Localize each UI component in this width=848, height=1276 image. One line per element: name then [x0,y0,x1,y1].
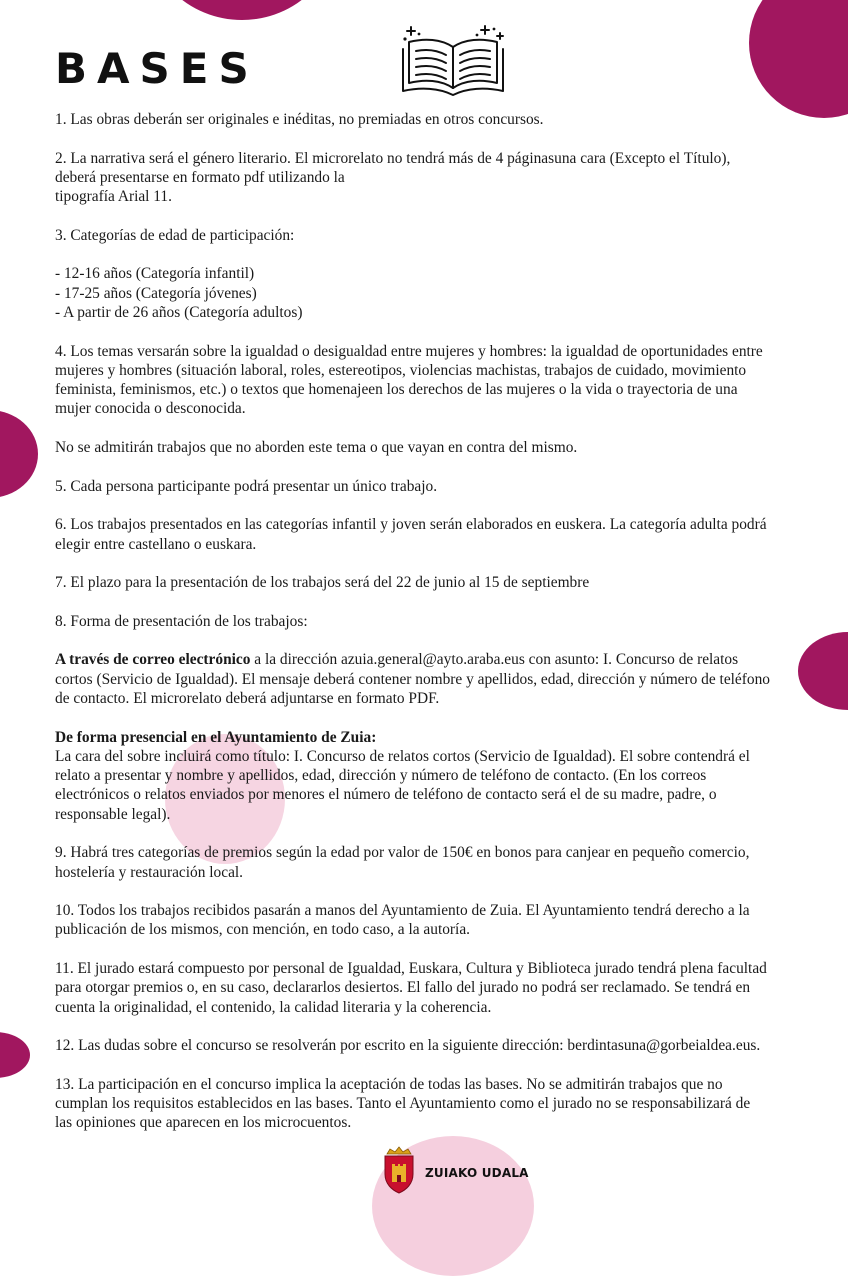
rule-1: 1. Las obras deberán ser originales e inéditas, no premiadas en otros concursos. [55,111,544,128]
coat-of-arms-icon [381,1146,417,1194]
open-book-icon [397,25,509,103]
email-label: A través de correo electrónico [55,651,251,669]
page-title: BASES [55,44,259,93]
decor-circle-top [143,0,341,20]
category-infantil: - 12-16 años (Categoría infantil) [55,265,255,283]
rule-12: 12. Las dudas sobre el concurso se resolverán por escrito en la siguiente dirección: berdintasuna@gorbeialdea.eus. [55,1037,761,1055]
rule-10: 10. Todos los trabajos recibidos pasarán a manos del Ayuntamiento de Zuia. El Ayuntamiento tendrá derecho a la publicación de los mismos, con mención, en todo caso, a la autoría. [55,902,750,939]
decor-circle-top-right [749,0,848,118]
org-name: ZUIAKO UDALA [425,1166,529,1180]
presencial-label: De forma presencial en el Ayuntamiento de Zuia: [55,728,377,746]
email-text: a la dirección azuia.general@ayto.araba.eus con asunto: I. Concurso de relatos cortos (Servicio de Igualdad). El mensaje deberá contener nombre y apellidos, edad, dirección y número de teléfono de contacto. El microrelato deberá adjuntarse en formato PDF. [55,651,770,707]
rule-4: 4. Los temas versarán sobre la igualdad o desigualdad entre mujeres y hombres: la igualdad de oportunidades entre mujeres y hombres (situación laboral, roles, estereotipos, violencias machistas, trabajos de cuidado, movimiento feminista, feminismos, etc.) o textos que homenajeen los derechos de las mujeres o la vida o trayectoria de una mujer conocida o desconocida. [55,342,763,418]
category-jovenes: - 17-25 años (Categoría jóvenes) [55,284,257,302]
rule-8-presencial-text: La cara del sobre incluirá como título: I. Concurso de relatos cortos (Servicio de Igualdad). El sobre contendrá el relato a presentar y nombre y apellidos, edad, dirección y número de teléfono de contacto. (En los correos electrónicos o relatos enviados por menores el número de teléfono de contacto será el de su madre, padre, o responsable legal). [55,747,750,823]
rule-5: 5. Cada persona participante podrá presentar un único trabajo. [55,477,438,495]
rule-6: 6. Los trabajos presentados en las categorías infantil y joven serán elaborados en euskera. La categoría adulta podrá elegir entre castellano o euskara. [55,516,767,553]
rule-8-presencial-heading [55,728,770,747]
rule-11: 11. El jurado estará compuesto por personal de Igualdad, Euskara, Cultura y Biblioteca jurado tendrá plena facultad para otorgar premios o, en su caso, declararlos desiertos. El fallo del jurado no podrá ser reclamado. Se tendrá en cuenta la originalidad, el contenido, la calidad literaria y la coherencia. [55,960,767,1016]
decor-circle-left [0,410,38,498]
rule-7: 7. El plazo para la presentación de los trabajos será del 22 de junio al 15 de septiembre [55,574,590,592]
rule-3: 3. Categorías de edad de participación: [55,226,295,244]
rule-13: 13. La participación en el concurso implica la aceptación de todas las bases. No se admitirán trabajos que no cumplan los requisitos establecidos en las bases. Tanto el Ayuntamiento como el jurado no se responsabilizará de las opiniones que aparecen en los microcuentos. [55,1075,751,1132]
rule-2: 2. La narrativa será el género literario. El microrelato no tendrá más de 4 páginasuna cara (Excepto el Título), deberá presentarse en formato pdf utilizando la [55,149,731,186]
category-adultos: - A partir de 26 años (Categoría adultos) [55,303,303,321]
rule-2-font: tipografía Arial 11. [55,188,172,206]
rules-text [55,110,770,1152]
footer-logo [381,1146,541,1194]
decor-circle-right [798,632,848,710]
rule-4-note: No se admitirán trabajos que no aborden este tema o que vayan en contra del mismo. [55,439,578,457]
rule-8: 8. Forma de presentación de los trabajos: [55,612,308,630]
rule-9: 9. Habrá tres categorías de premios según la edad por valor de 150€ en bonos para canjear en pequeño comercio, hostelería y restauración local. [55,844,750,881]
rule-8-email [55,650,770,708]
decor-circle-bottom-left [0,1032,30,1078]
